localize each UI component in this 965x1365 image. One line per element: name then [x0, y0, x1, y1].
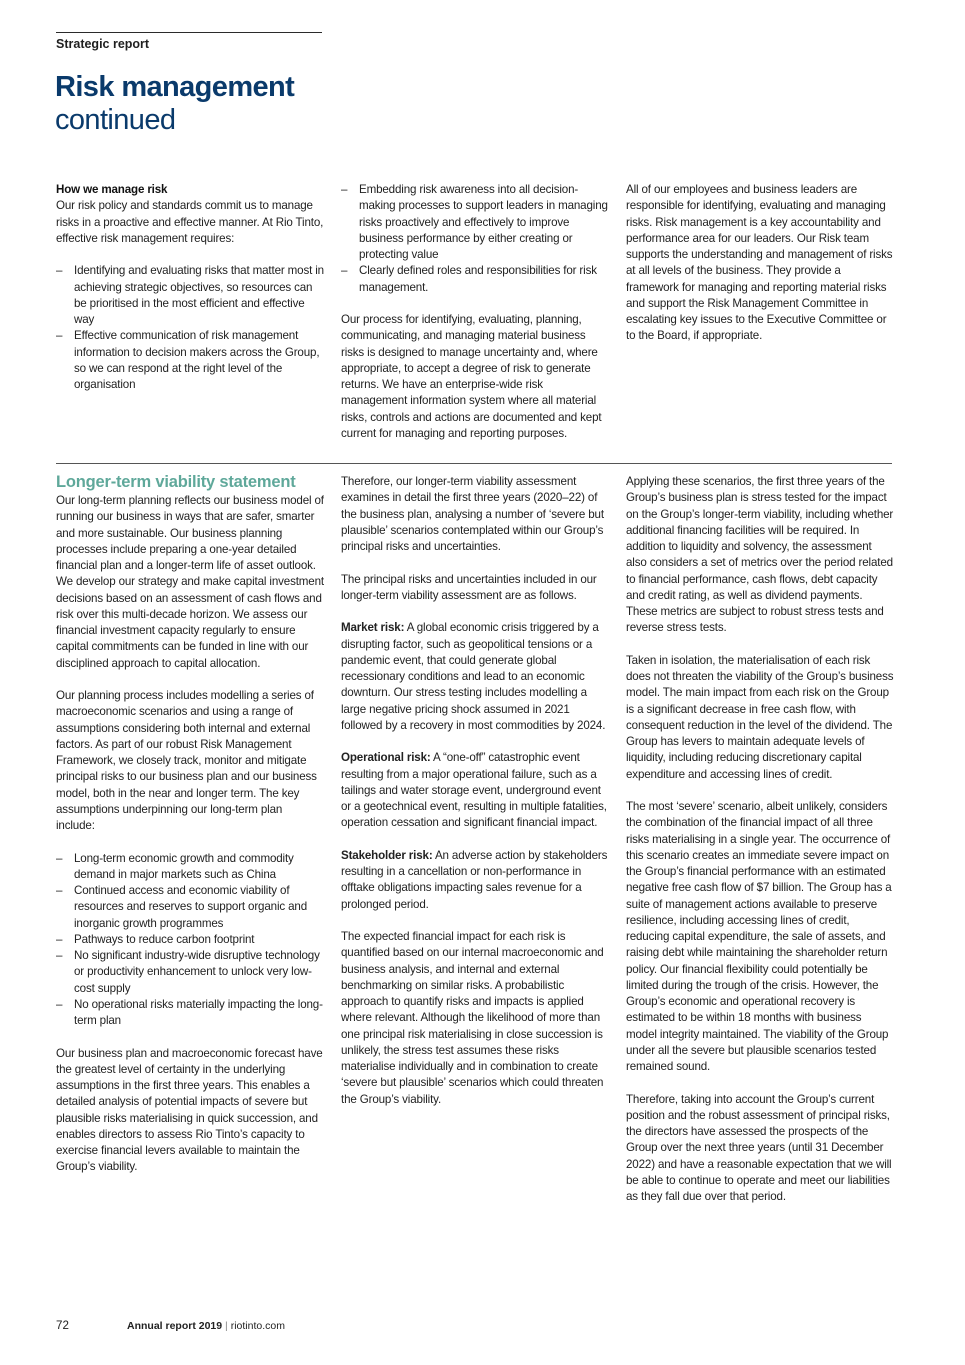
- section-label: Strategic report: [56, 37, 150, 51]
- viability-p1: Our long-term planning reflects our business model of running our business in ways that are safer, smarter and more sustainable. Our business planning processes include preparing a one-year detailed financial plan and a longer-term life of asset outlook. We develop our strategy and make capital investment decisions based on an assessment of cash flows and risk over this multi-decade horizon. We assess our financial investment capacity regularly to ensure capital commitments can be funded in line with our disciplined approach to capital allocation.: [56, 494, 324, 670]
- stakeholder-risk-paragraph: [341, 848, 609, 913]
- viability-p2: Our planning process includes modelling a series of macroeconomic scenarios and using a range of assumptions considering both internal and external factors. As part of our robust Risk Management Framework, we closely track, monitor and mitigate principal risks to our business plan and our business model, both in the near and longer term. The key assumptions underpinning our long-term plan include:: [56, 689, 317, 832]
- page-subtitle: continued: [55, 104, 176, 136]
- list-item: – No operational risks materially impacting the long-term plan: [56, 997, 324, 1030]
- stakeholder-risk-label: Stakeholder risk:: [341, 848, 433, 862]
- manage-heading: How we manage risk: [56, 183, 168, 196]
- stakeholder-risk-text: An adverse action by stakeholders resulting in a cancellation or non-performance in offtake obligations impacting sales revenue for a prolonged period.: [341, 848, 608, 911]
- manage-bullets-a: [56, 263, 324, 393]
- assumptions-list: [56, 851, 324, 1030]
- viability-p7: Applying these scenarios, the first three years of the Group’s business plan is stress tested for the impact on the Group’s longer-term viability, including whether additional financing facilities will be required. In addition to liquidity and solvency, the assessment also considers a set of metrics over the period related to financial performance, cash flows, debt capacity and credit rating, as well as dividend payments. These metrics are subject to robust stress tests and reverse stress tests.: [626, 475, 894, 635]
- manage-employees: All of our employees and business leaders are responsible for identifying, evaluating and managing risks. Risk management is a key accountability and performance area for our leaders. Our Risk team supports the understanding and management of risks at all levels of the business. They provide a framework for managing and reporting material risks and support the Risk Management Committee in escalating key issues to the Executive Committee or to the Board, if appropriate.: [626, 183, 893, 343]
- viability-p3: Our business plan and macroeconomic forecast have the greatest level of certainty in the underlying assumptions in the first three years. This enables a detailed analysis of potential impacts of severe but plausible risks materialising in quick succession, and enables directors to assess Rio Tinto’s capacity to exercise financial levers available to maintain the Group’s viability.: [56, 1046, 323, 1174]
- section-divider: [56, 463, 892, 464]
- list-item: – Identifying and evaluating risks that matter most in achieving strategic objectives, so resources can be prioritised in the most efficient and effective way: [56, 263, 324, 328]
- list-item: – Embedding risk awareness into all decision-making processes to support leaders in managing risks proactively and effectively to improve business performance by either creating or protecting value: [341, 182, 609, 263]
- footer-separator: |: [225, 1320, 228, 1332]
- report-name: Annual report 2019: [127, 1320, 223, 1332]
- footer-report: [127, 1320, 285, 1332]
- viability-heading: Longer-term viability statement: [56, 473, 296, 491]
- viability-p10: Therefore, taking into account the Group’s current position and the robust assessment of principal risks, the directors have assessed the prospects of the Group over the next three years (until 31 December 2022) and have a reasonable expectation that we will be able to continue to operate and meet our liabilities as they fall due over that period.: [626, 1092, 892, 1203]
- list-item: – Clearly defined roles and responsibilities for risk management.: [341, 263, 609, 296]
- viability-p6: The expected financial impact for each risk is quantified based on our internal macroeconomic and business analysis, and internal and external benchmarking on similar risks. A probabilistic approach to quantify risks and impacts is applied where relevant. Although the likelihood of more than one principal risk materialising in close succession is unlikely, the stress test assumes these risks materialise individually and in combination to create ‘severe but plausible’ scenarios which could threaten the Group’s viability.: [341, 930, 604, 1106]
- market-risk-paragraph: [341, 620, 609, 734]
- site-link[interactable]: riotinto.com: [230, 1320, 285, 1332]
- market-risk-label: Market risk:: [341, 621, 405, 635]
- manage-column-2: [341, 182, 609, 458]
- list-item: – Long-term economic growth and commodity demand in major markets such as China: [56, 851, 324, 884]
- market-risk-text: A global economic crisis triggered by a disrupting factor, such as geopolitical tensions or a pandemic event, that could generate global recessionary conditions and lead to an economic downturn. Our stress testing includes modelling a large negative pricing shock assumed in 2021 followed by a recovery in most commodities by 2024.: [341, 621, 606, 732]
- viability-column-1: [56, 472, 324, 1192]
- list-item: – Pathways to reduce carbon footprint: [56, 932, 324, 948]
- operational-risk-text: A “one-off” catastrophic event resulting from a major operational failure, such as a tailings and water storage event, underground event or a geotechnical event, resulting in multiple fatalities, operation cessation and significant financial impact.: [341, 751, 607, 830]
- manage-column-3: [626, 182, 894, 361]
- operational-risk-label: Operational risk:: [341, 751, 431, 765]
- viability-p4: Therefore, our longer-term viability assessment examines in detail the first three years (2020–22) of the business plan, analysing a number of ‘severe but plausible’ scenarios contemplated within our Group’s principal risks and uncertainties.: [341, 475, 604, 553]
- page-title: Risk management: [55, 71, 295, 103]
- manage-process: Our process for identifying, evaluating, planning, communicating, and managing material business risks is designed to manage uncertainty and, where appropriate, to accept a degree of risk to generate returns. We have an enterprise-wide risk management information system where all material risks, controls and actions are documented and kept current for managing and reporting purposes.: [341, 313, 602, 440]
- viability-column-3: [626, 474, 894, 1222]
- viability-column-2: [341, 474, 609, 1124]
- page-number: 72: [56, 1319, 69, 1332]
- manage-bullets-b: [341, 182, 609, 296]
- list-item: – No significant industry-wide disruptive technology or productivity enhancement to unlock very low-cost supply: [56, 948, 324, 997]
- manage-intro: Our risk policy and standards commit us to manage risks in a proactive and effective manner. At Rio Tinto, effective risk management requires:: [56, 199, 324, 245]
- viability-p9: The most ‘severe’ scenario, albeit unlikely, considers the combination of the financial impact of all three risks materialising in a single year. The occurrence of this scenario creates an immediate severe impact on the Group’s financial performance with an estimated negative free cash flow of $7 billion. The Group has a suite of management actions available to preserve resilience, including accessing lines of credit, reducing capital expenditure, the sale of assets, and raising debt while maintaining the shareholder return policy. Our financial flexibility could potentially be limited during the trough of the crisis. However, the Group’s economic and operational recovery is estimated to be within 18 months with business model integrity maintained. The viability of the Group under all the severe but plausible scenarios tested remained sound.: [626, 800, 892, 1073]
- list-item: – Effective communication of risk management information to decision makers across the Group, so we can respond at the right level of the organisation: [56, 328, 324, 393]
- manage-column-1: [56, 182, 324, 393]
- viability-p8: Taken in isolation, the materialisation of each risk does not threaten the viability of the Group’s business model. The main impact from each risk on the Group is a significant decrease in free cash flow, with consequent reduction in the level of the dividend. The Group has levers to maintain adequate levels of liquidity, including reducing discretionary capital expenditure and accessing lines of credit.: [626, 653, 894, 781]
- top-rule: [56, 32, 322, 33]
- viability-p5: The principal risks and uncertainties included in our longer-term viability assessment are as follows.: [341, 572, 597, 602]
- list-item: – Continued access and economic viability of resources and reserves to support organic and inorganic growth programmes: [56, 883, 324, 932]
- operational-risk-paragraph: [341, 750, 609, 831]
